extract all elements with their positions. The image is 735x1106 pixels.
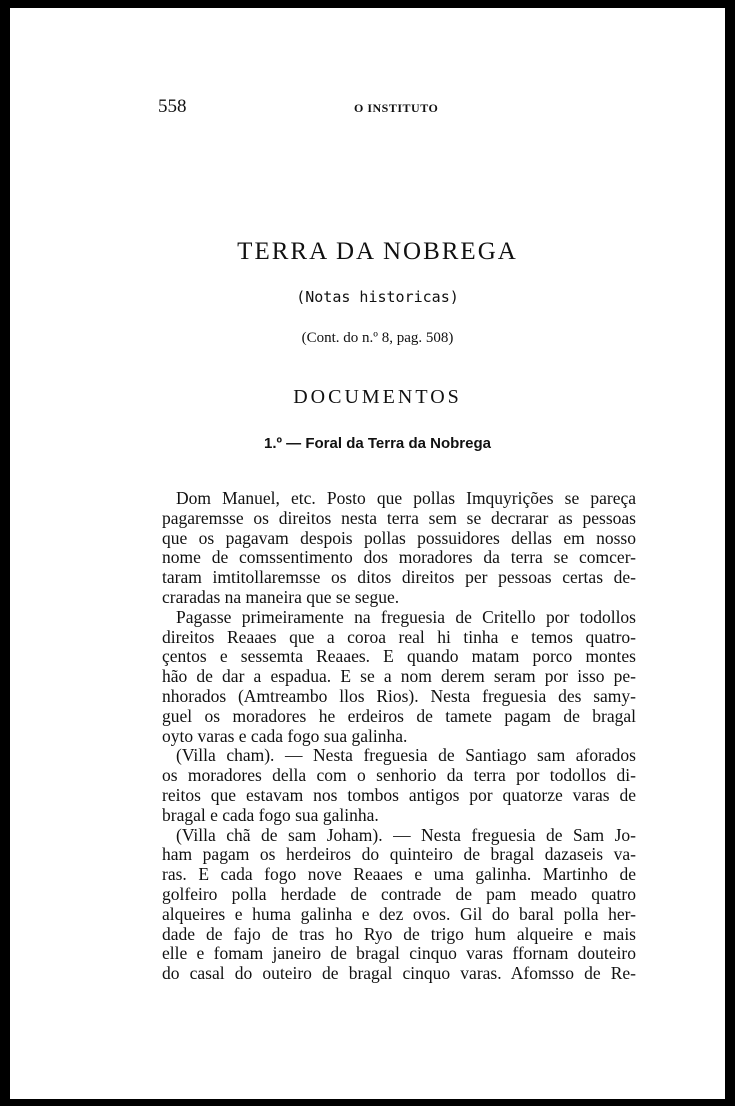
text-line: Dom Manuel, etc. Posto que pollas Imquyrições se pareça xyxy=(176,488,636,508)
text-line: ras. E cada fogo nove Reaaes e uma galinha. Martinho de xyxy=(162,864,636,885)
scan-border-bottom xyxy=(0,1099,735,1106)
text-line: bragal e cada fogo sua galinha. xyxy=(162,804,379,825)
text-line: os moradores della com o senhorio da terra por todollos di- xyxy=(162,765,636,786)
text-line: direitos Reaaes que a coroa real hi tinha e temos quatro- xyxy=(162,626,636,647)
subsection-heading: 1.º — Foral da Terra da Nobrega xyxy=(264,435,491,452)
text-line: elle e fomam janeiro de bragal cinquo varas ffornam douteiro xyxy=(162,943,636,964)
scan-border-right xyxy=(725,0,735,1106)
text-line: pagaremsse os direitos nesta terra sem se decrarar as pessoas xyxy=(162,507,636,528)
body-text xyxy=(162,489,636,984)
page-header xyxy=(158,96,638,120)
text-line: dade de fajo de tras ho Ryo de trigo hum alqueire e mais xyxy=(162,923,636,944)
text-line: taram imtitollaremsse os ditos direitos per pessoas certas de- xyxy=(162,567,636,588)
text-line: hão de dar a espadua. E se a nom derem seram por isso pe- xyxy=(162,666,636,687)
text-line: oyto varas e cada fogo sua galinha. xyxy=(162,725,408,746)
running-head: O INSTITUTO xyxy=(354,101,439,115)
text-line: Pagasse primeiramente na freguesia de Critello por todollos xyxy=(176,606,636,627)
article-title: TERRA DA NOBREGA xyxy=(237,238,518,265)
page-number: 558 xyxy=(158,96,187,117)
text-line: reitos que estavam nos tombos antigos por quatorze varas de xyxy=(162,784,636,805)
text-line: do casal do outeiro de bragal cinquo varas. Afomsso de Re- xyxy=(162,963,636,984)
text-line: (Villa cham). — Nesta freguesia de Santiago sam aforados xyxy=(176,745,636,766)
text-line: alqueires e huma galinha e dez ovos. Gil do baral polla her- xyxy=(162,903,636,924)
text-line: (Villa chã de sam Joham). — Nesta freguesia de Sam Jo- xyxy=(176,824,636,845)
scan-border-top xyxy=(0,0,735,8)
section-heading: DOCUMENTOS xyxy=(293,386,462,408)
text-line: golfeiro polla herdade de contrade de pam meado quatro xyxy=(162,883,636,904)
text-line: çentos e sessemta Reaaes. E quando matam porco montes xyxy=(162,646,636,667)
article-subtitle: (Notas historicas) xyxy=(296,288,459,306)
continuation-note: (Cont. do n.º 8, pag. 508) xyxy=(301,330,454,346)
text-line: nhorados (Amtreambo llos Rios). Nesta freguesia des samy- xyxy=(162,685,636,706)
scan-border-left xyxy=(0,0,10,1106)
text-line: que os pagavam despois pollas possuidores dellas em nosso xyxy=(162,527,636,548)
text-line: ham pagam os herdeiros do quinteiro de bragal dazaseis va- xyxy=(162,844,636,865)
text-line: nome de comssentimento dos moradores da terra se comcer- xyxy=(162,547,636,568)
text-line: guel os moradores he erdeiros de tamete pagam de bragal xyxy=(162,705,636,726)
text-line: craradas na maneira que se segue. xyxy=(162,586,400,607)
